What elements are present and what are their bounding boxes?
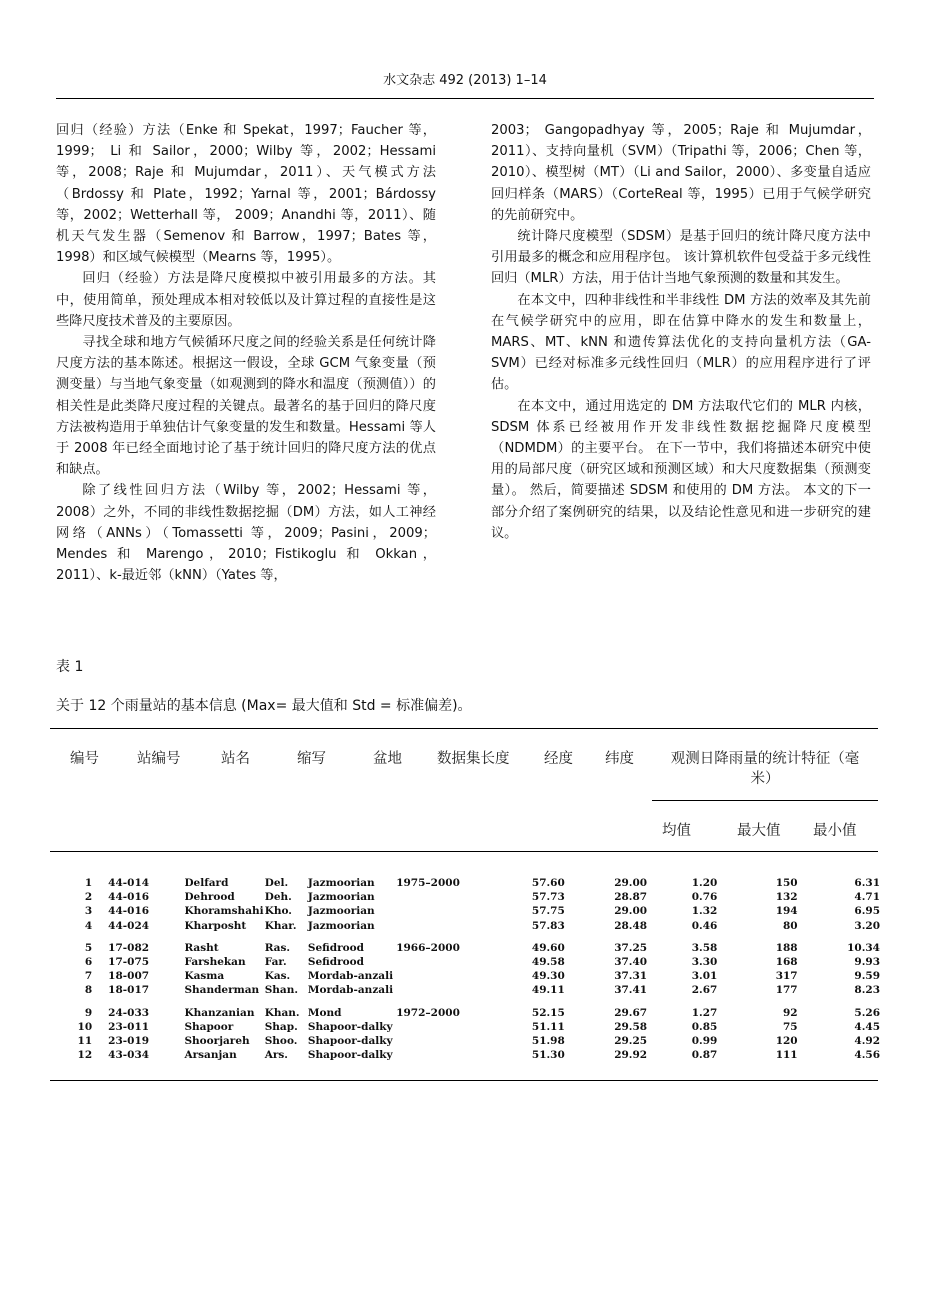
cell-longitude: 49.60 [531,941,565,954]
group-spacer-cell [60,998,880,1006]
cell-mean: 0.99 [691,1035,718,1048]
table-row [60,969,880,983]
group-spacer [60,933,880,941]
left-paragraph-2: 回归（经验）方法是降尺度模拟中被引用最多的方法。其中，使用简单，预处理成本相对较低以及计算过程的直接性是这些降尺度技术普及的主要原因。 [56,271,436,329]
cell-abbreviation: Kho. [264,905,292,918]
cell-min: 4.92 [854,1035,880,1048]
cell-idx: 2 [84,891,93,904]
right-paragraph-3: 在本文中，四种非线性和半非线性 DM 方法的效率及其先前在气候学研究中的应用，即在估算中降水的发生和数量上，MARS、MT、kNN 和遗传算法优化的支持向量机方法（GA-SVM）已经对标准多元线性回归（MLR）的应用程序进行了评估。 [491,292,871,393]
cell-mean: 0.76 [691,891,718,904]
stations-table-body [60,876,880,1062]
cell-basin: Jazmoorian [307,877,375,889]
cell-dataset-length [396,890,496,904]
table-row [60,955,880,969]
cell-min: 4.45 [854,1020,880,1033]
table-caption: 关于 12 个雨量站的基本信息 (Max= 最大值和 Std = 标准偏差)。 [56,698,472,714]
cell-latitude: 37.41 [614,984,648,997]
cell-longitude: 49.11 [531,984,565,997]
right-paragraph-4: 在本文中，通过用选定的 DM 方法取代它们的 MLR 内核，SDSM 体系已经被用作开发非线性数据挖掘降尺度模型（NDMDM）的主要平台。 在下一节中，我们将描述本研究中使用的局部尺度（研究区域和预测区域）和大尺度数据集（预测变量）。 然后，简要描述 SDSM 和使用的 DM 方法。 本文的下一部分介绍了案例研究的结果，以及结论性意见和进一步研究的建议。 [491,398,871,541]
cell-station-code: 17-082 [108,941,150,954]
table-row [60,904,880,918]
cell-abbreviation: Khan. [264,1006,300,1019]
cell-basin: Sefidrood [307,956,364,969]
cell-station-name: Farshekan [184,956,246,969]
cell-max: 317 [775,970,798,983]
cell-mean: 1.20 [691,877,718,889]
cell-station-code: 17-075 [108,956,150,969]
cell-dataset-length [396,1034,496,1048]
cell-longitude: 51.30 [531,1049,565,1062]
header-latitude: 纬度 [605,751,634,767]
cell-max: 120 [775,1035,798,1048]
cell-mean: 3.01 [691,970,718,983]
table-bottom-rule [50,1080,878,1081]
cell-station-name: Shoorjareh [184,1035,250,1048]
cell-station-code: 18-007 [108,970,150,983]
table-row [60,1034,880,1048]
cell-abbreviation: Deh. [264,891,292,904]
stats-subheader-rule [652,800,878,801]
cell-max: 92 [782,1006,798,1019]
cell-station-name: Khanzanian [184,1006,255,1019]
cell-max: 132 [775,891,798,904]
cell-latitude: 29.92 [614,1049,648,1062]
table-row [60,890,880,904]
cell-station-name: Shapoor [184,1020,234,1033]
cell-station-name: Shanderman [184,984,260,997]
cell-idx: 1 [84,877,93,889]
right-paragraph-2: 统计降尺度模型（SDSM）是基于回归的统计降尺度方法中引用最多的概念和应用程序包。 该计算机软件包受益于多元线性回归（MLR）方法，用于估计当地气象预测的数量和其发生。 [491,229,871,287]
cell-min: 5.26 [854,1006,880,1019]
cell-longitude: 57.73 [531,891,565,904]
cell-min: 4.56 [854,1049,880,1062]
cell-basin: Jazmoorian [307,919,375,932]
cell-idx: 9 [84,1006,93,1019]
table-row [60,941,880,955]
cell-mean: 3.30 [691,956,718,969]
cell-mean: 0.46 [691,919,718,932]
table-row [60,876,880,890]
cell-idx: 5 [84,941,93,954]
cell-abbreviation: Del. [264,877,289,889]
cell-station-name: Arsanjan [184,1049,237,1062]
cell-station-name: Dehrood [184,891,235,904]
cell-max: 177 [775,984,798,997]
cell-station-code: 43-034 [108,1049,150,1062]
cell-dataset-length: 1966–2000 [396,941,460,954]
cell-longitude: 49.30 [531,970,565,983]
right-column [491,120,871,544]
cell-abbreviation: Shoo. [264,1035,298,1048]
cell-abbreviation: Kas. [264,970,291,983]
cell-max: 75 [782,1020,798,1033]
cell-latitude: 37.25 [614,941,648,954]
cell-longitude: 51.11 [531,1020,565,1033]
cell-idx: 12 [77,1049,93,1062]
cell-basin: Mordab-anzali [307,970,394,983]
cell-longitude: 51.98 [531,1035,565,1048]
cell-idx: 7 [84,970,93,983]
cell-dataset-length: 1972–2000 [396,1006,460,1019]
cell-basin: Mond [307,1006,342,1019]
cell-station-code: 44-016 [108,891,150,904]
cell-dataset-length: 1975–2000 [396,877,460,889]
cell-min: 6.95 [854,905,880,918]
cell-abbreviation: Far. [264,956,287,969]
cell-station-name: Delfard [184,877,229,889]
cell-mean: 0.85 [691,1020,718,1033]
cell-dataset-length [396,904,496,918]
cell-longitude: 57.60 [531,877,565,889]
cell-idx: 3 [84,905,93,918]
header-abbreviation: 缩写 [297,751,326,767]
cell-mean: 1.27 [691,1006,718,1019]
header-min: 最小值 [813,823,857,839]
header-max: 最大值 [737,823,781,839]
cell-min: 9.93 [854,956,880,969]
cell-min: 8.23 [854,984,880,997]
cell-station-name: Rasht [184,941,219,954]
cell-idx: 8 [84,984,93,997]
header-station-code: 站编号 [137,751,181,767]
cell-min: 6.31 [854,877,880,889]
header-mean: 均值 [662,823,691,839]
cell-latitude: 37.40 [614,956,648,969]
cell-longitude: 57.75 [531,905,565,918]
cell-station-name: Khoramshahi [184,905,264,918]
cell-station-name: Kharposht [184,919,247,932]
left-paragraph-4: 除了线性回归方法（Wilby 等，2002；Hessami 等，2008）之外，不同的非线性数据挖掘（DM）方法，如人工神经网络（ANNs）（Tomassetti 等，2009；Pasini，2009；Mendes 和 Marengo，2010；Fistikoglu 和 Okkan，2011）、k-最近邻（kNN）（Yates 等， [56,483,436,584]
cell-longitude: 52.15 [531,1006,565,1019]
cell-mean: 1.32 [691,905,718,918]
cell-abbreviation: Shan. [264,984,299,997]
cell-max: 80 [782,919,798,932]
cell-min: 3.20 [854,919,880,932]
cell-dataset-length [396,983,496,997]
cell-basin: Shapoor-dalky [307,1049,393,1062]
table-row [60,1006,880,1020]
cell-abbreviation: Ras. [264,941,291,954]
cell-mean: 2.67 [691,984,718,997]
cell-dataset-length [396,1020,496,1034]
cell-abbreviation: Khar. [264,919,297,932]
table-row [60,1020,880,1034]
cell-idx: 10 [77,1020,93,1033]
cell-abbreviation: Shap. [264,1020,298,1033]
cell-longitude: 57.83 [531,919,565,932]
cell-latitude: 28.87 [614,891,648,904]
table-row [60,983,880,997]
left-paragraph-1: 回归（经验）方法（Enke 和 Spekat，1997；Faucher 等，1999； Li 和 Sailor，2000；Wilby 等，2002；Hessami 等，2008；Raje 和 Mujumdar，2011）、天气模式方法（Brdossy 和 Plate，1992；Yarnal 等，2001；Bárdossy 等，2002；Wetterhall 等， 2009；Anandhi 等，2011）、随机天气发生器（Semenov 和 Barrow，1997；Bates 等，1998）和区域气候模型（Mearns 等，1995）。 [56,123,436,266]
cell-abbreviation: Ars. [264,1049,288,1062]
cell-latitude: 28.48 [614,919,648,932]
cell-latitude: 29.67 [614,1006,648,1019]
journal-header: 水文杂志 492 (2013) 1–14 [383,73,547,88]
cell-min: 10.34 [847,941,880,954]
cell-latitude: 29.00 [614,877,648,889]
cell-station-name: Kasma [184,970,225,983]
cell-longitude: 49.58 [531,956,565,969]
cell-latitude: 29.25 [614,1035,648,1048]
header-rule [56,98,874,99]
header-dataset-length: 数据集长度 [437,751,510,767]
cell-dataset-length [396,1048,496,1062]
cell-basin: Sefidrood [307,941,364,954]
cell-station-code: 44-016 [108,905,150,918]
stations-table [60,876,880,1062]
group-spacer-cell [60,933,880,941]
cell-basin: Jazmoorian [307,891,375,904]
cell-max: 111 [775,1049,798,1062]
cell-max: 168 [775,956,798,969]
cell-max: 188 [775,941,798,954]
cell-mean: 3.58 [691,941,718,954]
right-paragraph-1: 2003； Gangopadhyay 等，2005；Raje 和 Mujumdar，2011）、支持向量机（SVM）（Tripathi 等，2006；Chen 等，2010）、模型树（MT）（Li and Sailor，2000）、多变量自适应回归样条（MARS）（CorteReal 等，1995）已用于气候学研究的先前研究中。 [491,123,871,223]
cell-min: 4.71 [854,891,880,904]
table-label: 表 1 [56,659,84,675]
table-row [60,1048,880,1062]
cell-idx: 4 [84,919,93,932]
cell-dataset-length [396,969,496,983]
cell-basin: Shapoor-dalky [307,1035,393,1048]
header-longitude: 经度 [544,751,573,767]
cell-dataset-length [396,919,496,933]
cell-station-code: 23-011 [108,1020,150,1033]
header-idx: 编号 [70,751,99,767]
cell-station-code: 18-017 [108,984,150,997]
cell-basin: Mordab-anzali [307,984,394,997]
header-basin: 盆地 [373,751,402,767]
left-column [56,120,436,586]
cell-latitude: 37.31 [614,970,648,983]
cell-station-code: 24-033 [108,1006,150,1019]
left-paragraph-3: 寻找全球和地方气候循环尺度之间的经验关系是任何统计降尺度方法的基本陈述。根据这一假设，全球 GCM 气象变量（预测变量）与当地气象变量（如观测到的降水和温度（预测值））的相关性是此类降尺度过程的关键点。最著名的基于回归的降尺度方法被构造用于单独估计气象变量的发生和数量。Hessami 等人于 2008 年已经全面地讨论了基于统计回归的降尺度方法的优点和缺点。 [56,335,436,478]
group-spacer [60,998,880,1006]
cell-basin: Jazmoorian [307,905,375,918]
cell-mean: 0.87 [691,1049,718,1062]
header-stats: 观测日降雨量的统计特征（毫米） [670,751,860,787]
table-header-bottom-rule [50,851,878,852]
cell-max: 150 [775,877,798,889]
cell-dataset-length [396,955,496,969]
cell-station-code: 44-014 [108,877,150,889]
cell-station-code: 44-024 [108,919,150,932]
cell-max: 194 [775,905,798,918]
cell-basin: Shapoor-dalky [307,1020,393,1033]
cell-idx: 11 [77,1035,93,1048]
table-top-rule [50,728,878,729]
cell-station-code: 23-019 [108,1035,150,1048]
header-station-name: 站名 [221,751,250,767]
cell-idx: 6 [84,956,93,969]
cell-latitude: 29.58 [614,1020,648,1033]
table-row [60,919,880,933]
cell-latitude: 29.00 [614,905,648,918]
cell-min: 9.59 [854,970,880,983]
